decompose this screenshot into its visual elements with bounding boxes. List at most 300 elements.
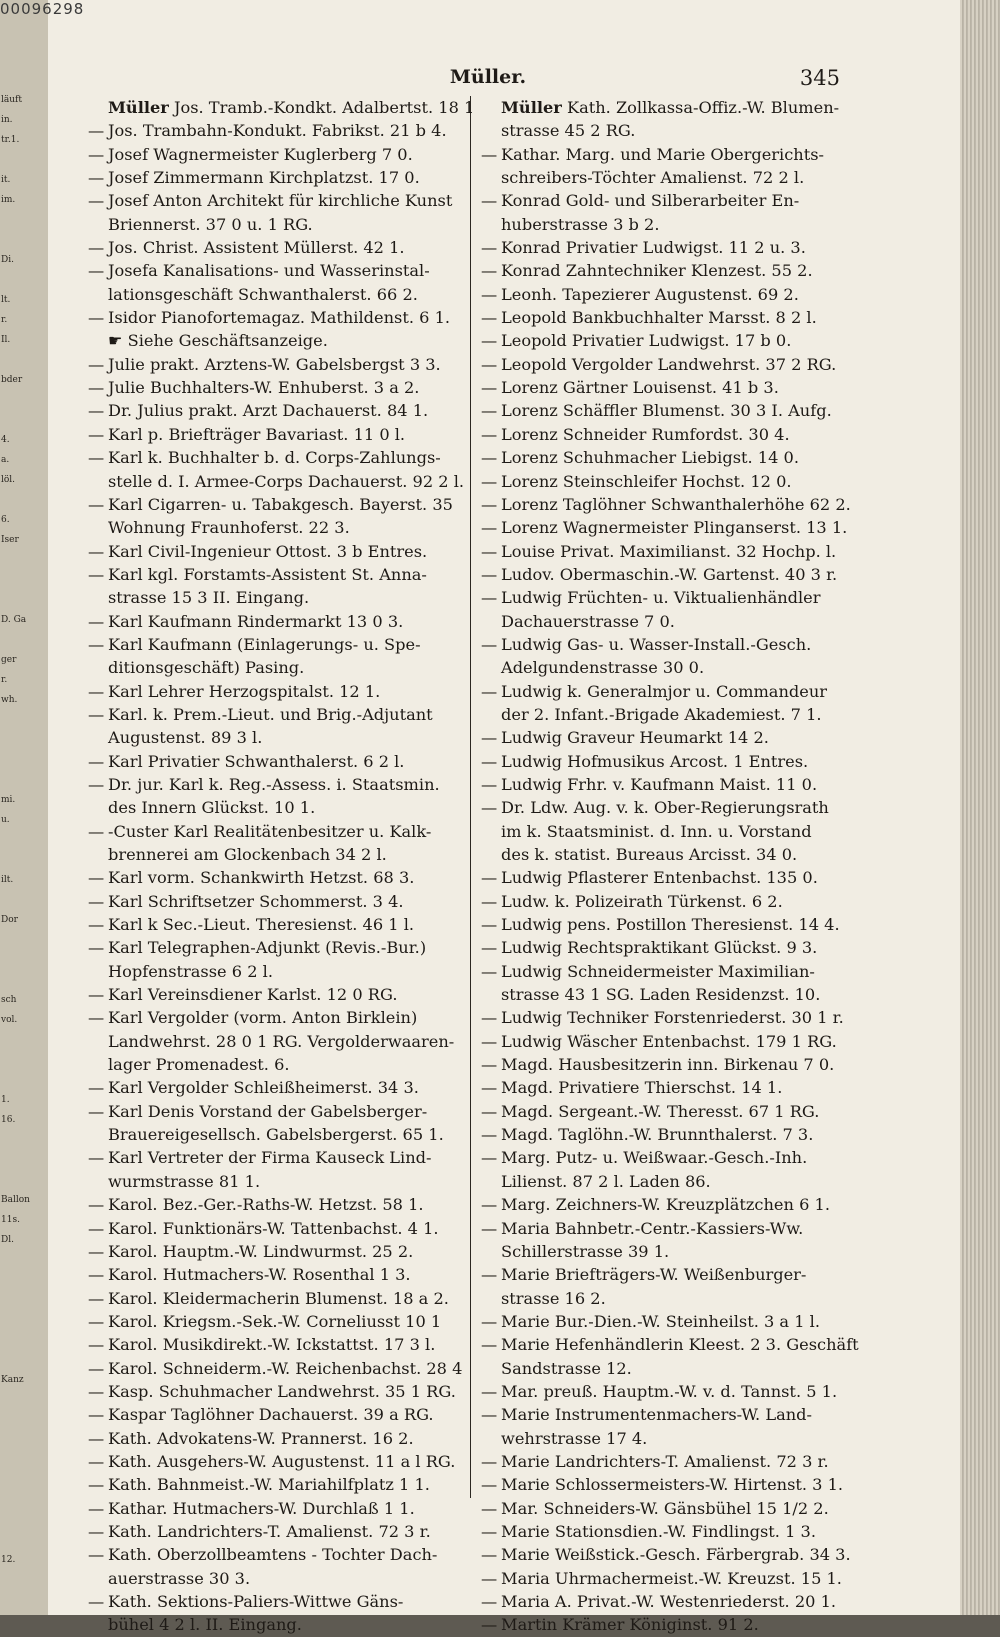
directory-entry-line [88,656,468,679]
entry-text: Jos. Christ. Assistent Müllerst. 42 1. [108,238,405,258]
repeat-dash: — [481,424,498,444]
left-column [88,96,475,1637]
directory-entry-line [481,1006,856,1029]
directory-entry-line [88,1006,468,1029]
repeat-dash: — [88,1241,105,1261]
directory-entry-line [88,1427,468,1450]
repeat-dash: — [88,541,105,561]
repeat-dash: — [481,191,498,211]
directory-entry-line [88,1543,468,1566]
directory-entry-line [88,1520,468,1543]
directory-entry-line [481,796,856,819]
repeat-dash: — [481,728,498,748]
directory-entry-line [88,1287,468,1310]
entry-text: Jos. Trambahn-Kondukt. Fabrikst. 21 b 4. [108,121,447,141]
directory-entry-line [88,983,468,1006]
directory-entry-line [88,329,468,352]
directory-entry-line [481,213,856,236]
directory-entry-line [88,1613,468,1636]
repeat-dash: — [481,541,498,561]
repeat-dash: — [88,424,105,444]
directory-entry-line [88,1567,468,1590]
margin-fragment: ilt. [1,875,14,885]
margin-fragment: Kanz [1,1375,24,1385]
entry-text: Konrad Gold- und Silberarbeiter En- [501,191,800,211]
entry-text: Müller Kath. Zollkassa-Offiz.-W. Blumen- [501,98,840,117]
entry-text: Lorenz Schuhmacher Liebigst. 14 0. [501,448,799,468]
directory-entry-line [88,680,468,703]
entry-text: Ludwig Gas- u. Wasser-Install.-Gesch. [501,634,812,654]
entry-text: Louise Privat. Maximilianst. 32 Hochp. l. [501,541,837,561]
entry-text: Briennerst. 37 0 u. 1 RG. [108,214,313,234]
margin-fragment: 4. [1,435,10,445]
directory-entry-line [88,1357,468,1380]
entry-text: Kath. Sektions-Paliers-Wittwe Gäns- [108,1592,404,1611]
directory-entry-line [88,119,468,142]
directory-entry-line [481,1520,856,1543]
directory-entry-line [481,1613,856,1636]
entry-text: wehrstrasse 17 4. [501,1428,648,1448]
headword: Müller [108,98,169,117]
repeat-dash: — [88,611,105,631]
directory-entry-line [481,236,856,259]
directory-entry-line [481,516,856,539]
headword: Müller [501,98,562,117]
entry-text: Karol. Funktionärs-W. Tattenbachst. 4 1. [108,1218,439,1238]
repeat-dash: — [481,588,498,608]
directory-entry-line [481,1427,856,1450]
entry-text: Kath. Landrichters-T. Amalienst. 72 3 r. [108,1521,431,1541]
repeat-dash: — [481,1101,498,1121]
directory-entry-line [481,1473,856,1496]
repeat-dash: — [481,1335,498,1355]
repeat-dash: — [88,308,105,328]
entry-text: Mar. preuß. Hauptm.-W. v. d. Tannst. 5 1. [501,1381,838,1401]
entry-text: Karol. Schneiderm.-W. Reichenbachst. 28 4 [108,1358,463,1378]
entry-text: Maria Uhrmachermeist.-W. Kreuzst. 15 1. [501,1568,842,1588]
margin-fragment: 11s. [1,1215,20,1225]
entry-text: Lilienst. 87 2 l. Laden 86. [501,1171,711,1191]
repeat-dash: — [481,1031,498,1051]
entry-text: Karl Denis Vorstand der Gabelsberger- [108,1101,428,1121]
repeat-dash: — [88,938,105,958]
directory-entry-line [481,913,856,936]
page-stack-edge [960,0,1000,1615]
directory-entry-line [88,259,468,282]
directory-entry-line [88,866,468,889]
directory-entry-line [88,1123,468,1146]
directory-entry-line [481,1170,856,1193]
entry-text: Lorenz Gärtner Louisenst. 41 b 3. [501,378,779,398]
repeat-dash: — [88,891,105,911]
directory-entry-line [88,820,468,843]
repeat-dash: — [88,1381,105,1401]
entry-text: Ludwig k. Generalmjor u. Commandeur [501,681,827,701]
entry-text: der 2. Infant.-Brigade Akademiest. 7 1. [501,704,822,724]
repeat-dash: — [481,868,498,888]
directory-entry-line [88,1146,468,1169]
repeat-dash: — [481,378,498,398]
repeat-dash: — [88,1148,105,1168]
margin-fragment: it. [1,175,11,185]
entry-text: Marie Stationsdien.-W. Findlingst. 1 3. [501,1521,816,1541]
repeat-dash: — [481,1568,498,1588]
directory-entry-line [88,213,468,236]
margin-fragment: Di. [1,255,14,265]
repeat-dash: — [481,1498,498,1518]
directory-entry-line [481,1590,856,1613]
entry-text: Karl Schriftsetzer Schommerst. 3 4. [108,891,404,911]
entry-text: Ludwig Wäscher Entenbachst. 179 1 RG. [501,1031,837,1051]
entry-text: Marie Landrichters-T. Amalienst. 72 3 r. [501,1451,829,1471]
entry-text: Karl vorm. Schankwirth Hetzst. 68 3. [108,868,415,888]
directory-entry-line [481,446,856,469]
entry-text: huberstrasse 3 b 2. [501,214,660,234]
directory-entry-line [88,1217,468,1240]
repeat-dash: — [88,1008,105,1028]
margin-fragment: löl. [1,475,16,485]
entry-text: Ludwig Graveur Heumarkt 14 2. [501,728,769,748]
repeat-dash: — [481,1078,498,1098]
directory-entry-line [88,726,468,749]
entry-text: Wohnung Fraunhoferst. 22 3. [108,518,350,538]
directory-entry-line [481,1403,856,1426]
entry-text: Karl Telegraphen-Adjunkt (Revis.-Bur.) [108,938,427,958]
running-head [0,66,960,96]
directory-entry-line [481,399,856,422]
directory-entry-line [481,1193,856,1216]
directory-entry-line [481,820,856,843]
directory-entry-line [481,1567,856,1590]
directory-entry-line [481,773,856,796]
entry-text: Karol. Hutmachers-W. Rosenthal 1 3. [108,1265,411,1285]
entry-text: strasse 45 2 RG. [501,121,636,141]
entry-text: Marg. Putz- u. Weißwaar.-Gesch.-Inh. [501,1148,808,1168]
repeat-dash: — [88,681,105,701]
repeat-dash: — [481,634,498,654]
directory-entry-line [88,1497,468,1520]
entry-text: ☛ Siehe Geschäftsanzeige. [108,331,328,351]
directory-entry-line [88,1193,468,1216]
directory-entry-line [481,1450,856,1473]
directory-entry-line [88,423,468,446]
entry-text: Leonh. Tapezierer Augustenst. 69 2. [501,284,799,304]
repeat-dash: — [88,1101,105,1121]
directory-entry-line [481,1076,856,1099]
repeat-dash: — [481,308,498,328]
entry-text: Landwehrst. 28 0 1 RG. Vergolderwaaren- [108,1031,455,1051]
right-column [481,96,859,1637]
directory-entry-line [88,166,468,189]
repeat-dash: — [481,774,498,794]
entry-text: Josef Anton Architekt für kirchliche Kunst [108,191,453,211]
repeat-dash: — [88,1311,105,1331]
entry-text: Mar. Schneiders-W. Gänsbühel 15 1/2 2. [501,1498,829,1518]
directory-entry-line [481,493,856,516]
entry-text: brennerei am Glockenbach 34 2 l. [108,845,387,864]
directory-entry-line [88,1030,468,1053]
entry-text: Konrad Zahntechniker Klenzest. 55 2. [501,261,813,281]
entry-text: Kaspar Taglöhner Dachauerst. 39 a RG. [108,1405,434,1425]
directory-entry-line [481,633,856,656]
entry-text: Dr. Ldw. Aug. v. k. Ober-Regierungsrath [501,798,829,818]
directory-entry-line [88,843,468,866]
entry-text: Maria A. Privat.-W. Westenriederst. 20 1. [501,1592,837,1611]
directory-entry-line [88,1590,468,1613]
repeat-dash: — [88,238,105,258]
margin-fragment: D. Ga [1,615,27,625]
repeat-dash: — [88,401,105,421]
entry-text: Karl Civil-Ingenieur Ottost. 3 b Entres. [108,541,428,561]
entry-text: Sandstrasse 12. [501,1358,632,1378]
repeat-dash: — [88,1218,105,1238]
repeat-dash: — [88,144,105,164]
entry-text: Leopold Bankbuchhalter Marsst. 8 2 l. [501,308,817,328]
repeat-dash: — [481,961,498,981]
repeat-dash: — [481,284,498,304]
repeat-dash: — [88,564,105,584]
entry-text: Leopold Privatier Ludwigst. 17 b 0. [501,331,792,351]
directory-entry-line [88,1473,468,1496]
entry-text: im k. Staatsminist. d. Inn. u. Vorstand [501,821,812,841]
margin-fragment: Ballon [1,1195,30,1205]
directory-entry-line [481,1357,856,1380]
repeat-dash: — [88,261,105,281]
entry-text: schreibers-Töchter Amalienst. 72 2 l. [501,168,805,188]
repeat-dash: — [88,448,105,468]
repeat-dash: — [481,261,498,281]
repeat-dash: — [88,774,105,794]
entry-text: Kathar. Hutmachers-W. Durchlaß 1 1. [108,1498,415,1518]
repeat-dash: — [88,1451,105,1471]
margin-fragment: u. [1,815,10,825]
directory-entry-line [481,470,856,493]
margin-fragment: mi. [1,795,16,805]
directory-entry-line [88,1333,468,1356]
directory-entry-line [88,446,468,469]
entry-text: Ludov. Obermaschin.-W. Gartenst. 40 3 r. [501,564,838,584]
directory-entry-line [481,586,856,609]
catalog-id: 00096298 [0,0,85,18]
repeat-dash: — [481,915,498,935]
directory-entry-line [88,1076,468,1099]
entry-text: Karl kgl. Forstamts-Assistent St. Anna- [108,564,427,584]
entry-text: Karl Vertreter der Firma Kauseck Lind- [108,1148,432,1168]
entry-text: Marie Weißstick.-Gesch. Färbergrab. 34 3. [501,1545,851,1565]
entry-text: Lorenz Schäffler Blumenst. 30 3 I. Aufg. [501,401,832,421]
repeat-dash: — [88,1078,105,1098]
repeat-dash: — [88,634,105,654]
directory-entry-line [481,1380,856,1403]
entry-text: Lorenz Steinschleifer Hochst. 12 0. [501,471,792,491]
repeat-dash: — [88,1195,105,1215]
entry-text: Kath. Bahnmeist.-W. Mariahilfplatz 1 1. [108,1475,430,1495]
directory-entry-line [88,493,468,516]
directory-entry-line [481,890,856,913]
directory-entry-line [481,353,856,376]
directory-entry-line [88,376,468,399]
directory-entry-line [481,703,856,726]
entry-text: Ludwig Rechtspraktikant Glückst. 9 3. [501,938,818,958]
repeat-dash: — [481,1592,498,1611]
directory-entry-line [88,143,468,166]
margin-fragment: lt. [1,295,11,305]
directory-entry-line [88,306,468,329]
directory-entry-line [481,563,856,586]
directory-entry-line [88,610,468,633]
directory-entry-line [481,1123,856,1146]
entry-text: Karl Lehrer Herzogspitalst. 12 1. [108,681,381,701]
directory-entry-line [481,1310,856,1333]
directory-entry-line [88,913,468,936]
entry-text: ditionsgeschäft) Pasing. [108,658,305,678]
directory-entry-line [481,376,856,399]
directory-entry-line [88,750,468,773]
directory-entry-line [481,843,856,866]
repeat-dash: — [88,704,105,724]
entry-text: Kath. Advokatens-W. Prannerst. 16 2. [108,1428,414,1448]
directory-entry-line [88,96,475,119]
repeat-dash: — [481,1148,498,1168]
directory-entry-line [481,329,856,352]
entry-text: des k. statist. Bureaus Arcisst. 34 0. [501,845,798,864]
entry-text: Karol. Kleidermacherin Blumenst. 18 a 2. [108,1288,449,1308]
margin-fragment: läuft [1,95,22,105]
entry-text: Martin Krämer Königinst. 91 2. [501,1615,759,1635]
margin-fragment: r. [1,315,8,325]
margin-fragment: tr.1. [1,135,20,145]
entry-text: strasse 15 3 II. Eingang. [108,588,310,608]
repeat-dash: — [481,681,498,701]
entry-text: Karol. Kriegsm.-Sek.-W. Corneliusst 10 1 [108,1311,442,1331]
margin-fragment: im. [1,195,16,205]
repeat-dash: — [88,1288,105,1308]
repeat-dash: — [88,191,105,211]
directory-entry-line [88,1240,468,1263]
repeat-dash: — [88,985,105,1005]
entry-text: Karl Vereinsdiener Karlst. 12 0 RG. [108,985,398,1005]
entry-text: Karol. Hauptm.-W. Lindwurmst. 25 2. [108,1241,414,1261]
directory-entry-line [88,1053,468,1076]
entry-text: stelle d. I. Armee-Corps Dachauerst. 92 2 l. [108,471,465,491]
directory-entry-line [88,1380,468,1403]
directory-entry-line [481,1543,856,1566]
directory-entry-line [481,423,856,446]
directory-entry-line [88,1403,468,1426]
directory-entry-line [88,960,468,983]
directory-entry-line [481,1240,856,1263]
margin-fragment: ger [1,655,17,665]
directory-entry-line [481,283,856,306]
directory-entry-line [88,470,468,493]
entry-text: Magd. Privatiere Thierschst. 14 1. [501,1078,783,1098]
margin-fragment: wh. [1,695,18,705]
directory-entry-line [88,633,468,656]
entry-text: Dr. jur. Karl k. Reg.-Assess. i. Staatsmin. [108,774,440,794]
directory-entry-line [481,1287,856,1310]
entry-text: Maria Bahnbetr.-Centr.-Kassiers-Ww. [501,1218,804,1238]
repeat-dash: — [481,1615,498,1635]
entry-text: Karl Kaufmann Rindermarkt 13 0 3. [108,611,404,631]
repeat-dash: — [88,1545,105,1565]
directory-entry-line [481,143,856,166]
repeat-dash: — [481,1451,498,1471]
entry-text: Marie Hefenhändlerin Kleest. 2 3. Geschäft [501,1335,859,1355]
entry-text: Hopfenstrasse 6 2 l. [108,961,273,981]
margin-fragment: vol. [1,1015,18,1025]
repeat-dash: — [88,751,105,771]
entry-text: lationsgeschäft Schwanthalerst. 66 2. [108,284,418,304]
repeat-dash: — [481,1311,498,1331]
repeat-dash: — [481,1055,498,1075]
directory-entry-line [88,563,468,586]
directory-entry-line [481,726,856,749]
entry-text: Dr. Julius prakt. Arzt Dachauerst. 84 1. [108,401,429,421]
repeat-dash: — [481,471,498,491]
repeat-dash: — [481,518,498,538]
directory-entry-line [481,936,856,959]
directory-entry-line [88,796,468,819]
repeat-dash: — [481,494,498,514]
entry-text: Kath. Ausgehers-W. Augustenst. 11 a l RG. [108,1451,456,1471]
directory-entry-line [88,283,468,306]
directory-entry-line [88,586,468,609]
entry-text: Karl Cigarren- u. Tabakgesch. Bayerst. 35 [108,494,453,514]
margin-fragment: 6. [1,515,10,525]
directory-entry-line [481,119,856,142]
directory-entry-line [481,1053,856,1076]
repeat-dash: — [88,1405,105,1425]
entry-text: Karl Privatier Schwanthalerst. 6 2 l. [108,751,405,771]
directory-entry-line [481,1217,856,1240]
entry-text: Ludwig Pflasterer Entenbachst. 135 0. [501,868,818,888]
entry-text: Lorenz Schneider Rumfordst. 30 4. [501,424,790,444]
directory-entry-line [481,540,856,563]
entry-text: Magd. Taglöhn.-W. Brunnthalerst. 7 3. [501,1125,814,1145]
entry-text: Magd. Hausbesitzerin inn. Birkenau 7 0. [501,1055,835,1075]
repeat-dash: — [88,168,105,188]
entry-text: bühel 4 2 l. II. Eingang. [108,1615,302,1635]
repeat-dash: — [88,915,105,935]
directory-entry-line [481,866,856,889]
entry-text: des Innern Glückst. 10 1. [108,798,316,818]
repeat-dash: — [481,1405,498,1425]
repeat-dash: — [481,751,498,771]
directory-entry-line [88,1310,468,1333]
directory-entry-line [88,540,468,563]
entry-text: Isidor Pianofortemagaz. Mathildenst. 6 1. [108,308,451,328]
margin-fragment: bder [1,375,23,385]
directory-entry-line [481,1333,859,1356]
entry-text: Ludwig Frhr. v. Kaufmann Maist. 11 0. [501,774,818,794]
directory-entry-line [88,703,468,726]
repeat-dash: — [88,1475,105,1495]
entry-text: Karl k Sec.-Lieut. Theresienst. 46 1 l. [108,915,415,935]
margin-fragment: Iser [1,535,19,545]
entry-text: Ludwig pens. Postillon Theresienst. 14 4. [501,915,840,935]
margin-fragment: Dor [1,915,18,925]
entry-text: Karl Kaufmann (Einlagerungs- u. Spe- [108,634,421,654]
entry-text: Karl Vergolder Schleißheimerst. 34 3. [108,1078,419,1098]
directory-entry-line [481,1146,856,1169]
entry-text: Kasp. Schuhmacher Landwehrst. 35 1 RG. [108,1381,456,1401]
repeat-dash: — [481,331,498,351]
directory-entry-line [88,890,468,913]
directory-entry-line [481,610,856,633]
repeat-dash: — [481,238,498,258]
directory-entry-line [88,516,468,539]
previous-page-edge [0,0,48,1615]
